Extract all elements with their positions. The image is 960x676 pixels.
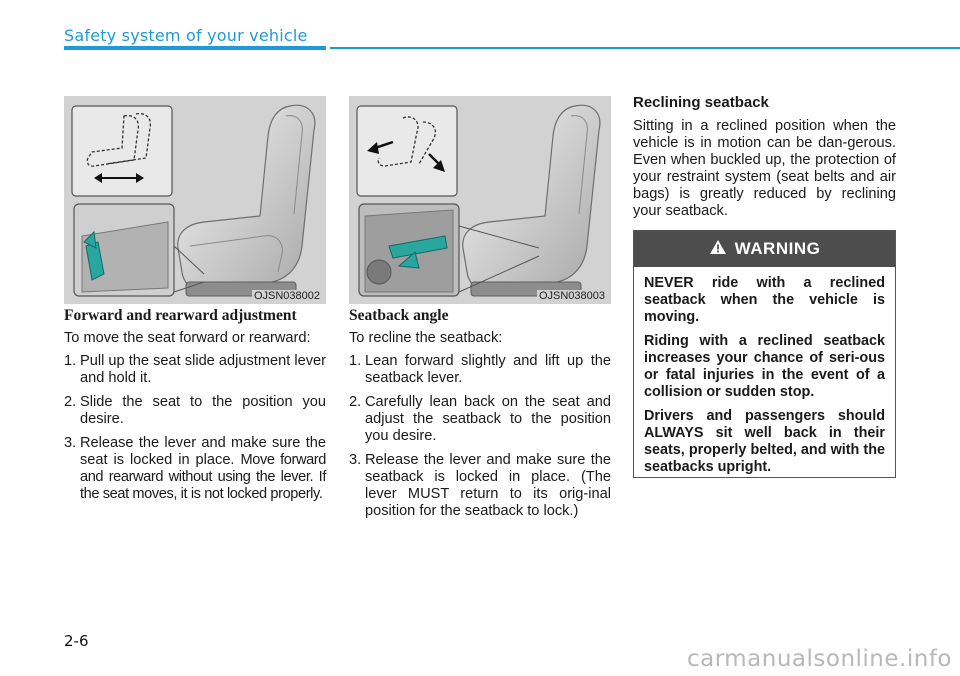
section-title: Safety system of your vehicle <box>64 26 308 45</box>
seatback-recline-drawing <box>349 96 611 304</box>
figure-code: OJSN038002 <box>253 290 320 302</box>
warning-box <box>633 230 896 478</box>
warning-header <box>634 231 895 267</box>
seatback-angle-heading: Seatback angle <box>349 307 449 324</box>
warning-paragraph: NEVER ride with a reclined seatback when the vehicle is moving. <box>644 275 885 325</box>
step-number: 3. <box>64 435 77 451</box>
header-rule <box>330 47 960 49</box>
step-text: Slide the seat to the position you desire. <box>80 394 326 427</box>
forward-adjust-section <box>64 307 326 510</box>
page-number: 2-6 <box>64 632 89 650</box>
seat-slide-illustration <box>64 96 326 304</box>
step-number: 2. <box>64 394 77 410</box>
list-item <box>64 353 326 387</box>
list-item <box>64 394 326 428</box>
step-text: Release the lever and make sure the seat is locked in place. <box>80 435 326 468</box>
watermark-text: carmanualsonline.info <box>686 646 952 672</box>
warning-triangle-icon <box>709 239 727 260</box>
warning-title: WARNING <box>734 239 821 258</box>
step-text: Lean forward slightly and lift up the seatback lever. <box>365 353 611 386</box>
seatback-recline-illustration <box>349 96 611 304</box>
warning-paragraph: Drivers and passengers should ALWAYS sit well back in their seats, properly belted, and with the seatbacks upright. <box>644 408 885 475</box>
warning-paragraph: Riding with a reclined seatback increases your chance of seri-ous or fatal injuries in the event of a collision or sudden stop. <box>644 333 885 400</box>
step-text: Pull up the seat slide adjustment lever and hold it. <box>80 353 326 386</box>
forward-adjust-intro: To move the seat forward or rearward: <box>64 330 311 346</box>
step-number: 1. <box>349 353 362 369</box>
step-number: 3. <box>349 452 362 468</box>
list-item <box>349 394 611 445</box>
step-text: Carefully lean back on the seat and adjust the seatback to the position you desire. <box>365 394 611 444</box>
reclining-section <box>633 94 896 226</box>
forward-adjust-heading: Forward and rearward adjustment <box>64 307 297 324</box>
step-text-continued: Move forward and rearward without using the lever. If the seat moves, it is not locked properly. <box>80 452 326 502</box>
step-number: 2. <box>349 394 362 410</box>
step-text: Release the lever and make sure the seatback is locked in place. (The lever MUST return to its orig-inal position for the seatback to lock.) <box>365 452 611 519</box>
list-item <box>349 452 611 520</box>
step-number: 1. <box>64 353 77 369</box>
forward-adjust-steps <box>64 353 326 503</box>
seatback-angle-steps <box>349 353 611 520</box>
section-title-underline <box>64 46 326 50</box>
seat-slide-drawing <box>64 96 326 304</box>
warning-body <box>634 267 895 476</box>
list-item <box>64 435 326 503</box>
figure-code: OJSN038003 <box>538 290 605 302</box>
list-item <box>349 353 611 387</box>
reclining-body: Sitting in a reclined position when the vehicle is in motion can be dan-gerous. Even when buckled up, the protection of your restraint system (seat belts and air bags) is greatly reduced by reclining your seatback. <box>633 118 896 219</box>
seatback-angle-intro: To recline the seatback: <box>349 330 503 346</box>
seatback-angle-section <box>349 307 611 527</box>
reclining-heading: Reclining seatback <box>633 94 769 111</box>
